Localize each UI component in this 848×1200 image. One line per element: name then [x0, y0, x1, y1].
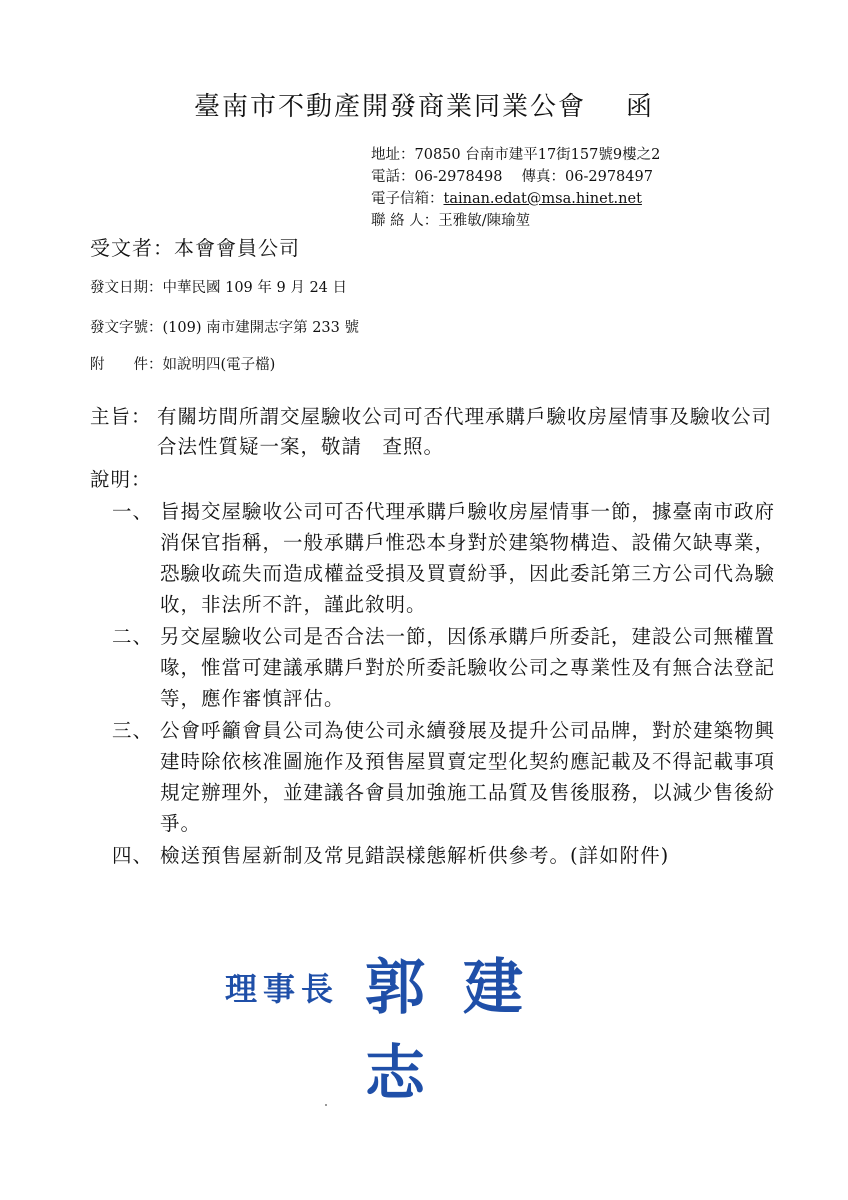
item-number: 一、 [112, 500, 154, 523]
contact-block [371, 144, 660, 232]
item-number: 四、 [112, 844, 154, 867]
signature-title: 理事長 [225, 970, 340, 1008]
scan-speck [325, 1104, 327, 1106]
subject-text: 有關坊間所謂交屋驗收公司可否代理承購戶驗收房屋情事及驗收公司合法性質疑一案，敬請 查照。 [157, 405, 773, 458]
list-item [112, 715, 777, 839]
document-number: 發文字號：(109) 南市建開志字第 233 號 [90, 320, 359, 336]
signature-name: 郭建志 [365, 953, 561, 1109]
address: 地址：70850 台南市建平17街157號9樓之2 [371, 147, 661, 163]
list-item [112, 621, 777, 714]
contact-person: 聯 絡 人：王雅敏/陳瑜堃 [371, 213, 531, 229]
email-link[interactable]: tainan.edat@msa.hinet.net [443, 191, 642, 207]
organization-name: 臺南市不動產開發商業同業公會 [193, 92, 586, 122]
email-row [371, 188, 660, 210]
item-number: 二、 [112, 625, 154, 648]
explanation-list [112, 496, 777, 872]
issue-date: 發文日期：中華民國 109 年 9 月 24 日 [90, 280, 348, 296]
email-label: 電子信箱： [371, 191, 444, 207]
subject-label: 主旨： [90, 405, 152, 428]
phone-fax: 電話：06-2978498 傳真：06-2978497 [371, 169, 653, 185]
item-text: 另交屋驗收公司是否合法一節，因係承購戶所委託，建設公司無權置喙，惟當可建議承購戶對於所委託驗收公司之專業性及有無合法登記等，應作審慎評估。 [160, 625, 776, 710]
list-item [112, 840, 777, 871]
document-title [0, 86, 848, 123]
recipient: 受文者：本會會員公司 [90, 236, 300, 260]
item-text: 檢送預售屋新制及常見錯誤樣態解析供參考。(詳如附件) [160, 844, 670, 867]
item-text: 旨揭交屋驗收公司可否代理承購戶驗收房屋情事一節，據臺南市政府消保官指稱，一般承購戶惟恐本身對於建築物構造、設備欠缺專業，恐驗收疏失而造成權益受損及買賣紛爭，因此委託第三方公司代為驗收，非法所不許，謹此敘明。 [160, 500, 776, 616]
attachment: 附 件：如說明四(電子檔) [90, 357, 276, 373]
signature-stamp [225, 940, 645, 1109]
item-text: 公會呼籲會員公司為使公司永續發展及提升公司品牌，對於建築物興建時除依核准圖施作及預售屋買賣定型化契約應記載及不得記載事項規定辦理外，並建議各會員加強施工品質及售後服務，以減少售後紛爭。 [160, 719, 776, 835]
subject [90, 402, 790, 462]
item-number: 三、 [112, 719, 154, 742]
document-type: 函 [626, 92, 655, 122]
explanation-label: 說明： [90, 468, 152, 491]
list-item [112, 496, 777, 620]
